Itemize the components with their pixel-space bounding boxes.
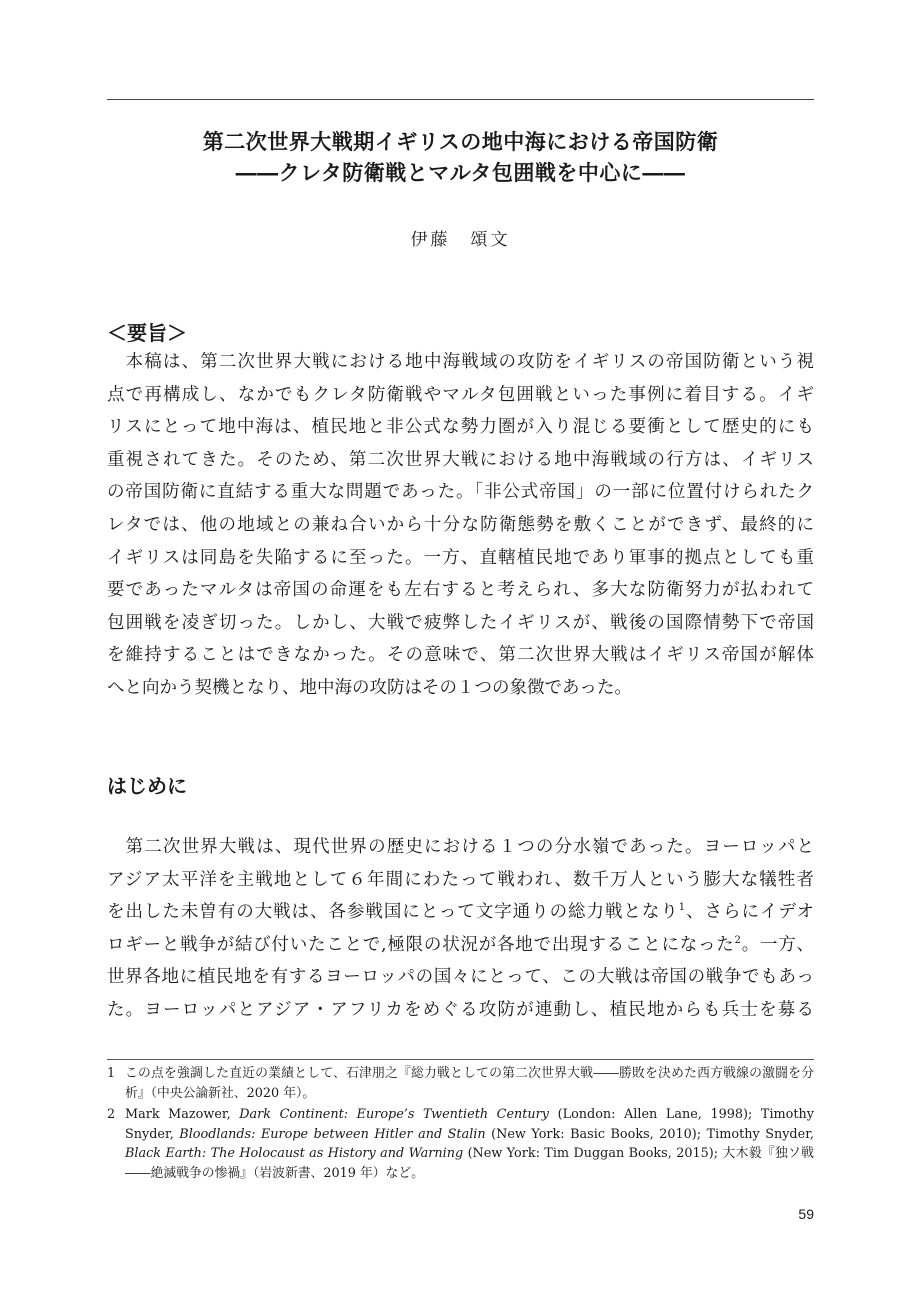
footnote-number: 2 <box>107 1107 116 1122</box>
abstract-heading: ＜要旨＞ <box>107 321 187 345</box>
footnote-rule <box>107 1059 814 1060</box>
body-line: 世界各地に植民地を有するヨーロッパの国々にとって、この大戦は帝国の戦争でもあっ <box>107 967 814 988</box>
citation-book-title: Bloodlands: Europe between Hitler and Stalin <box>179 1126 486 1142</box>
abstract-line: リスにとって地中海は、植民地と非公式な勢力圏が入り混じる要衝として歴史的にも <box>107 417 814 438</box>
section-heading-introduction: はじめに <box>107 774 187 798</box>
abstract-line: 本稿は、第二次世界大戦における地中海戦域の攻防をイギリスの帝国防衛という視 <box>107 352 814 372</box>
footnotes <box>107 1064 814 1185</box>
citation-text: (New York: Tim Duggan Books, 2015); 大木毅『独ソ戦――絶滅戦争の惨禍』（岩波新書、2019 年）など。 <box>125 1146 814 1181</box>
header-rule <box>107 99 814 100</box>
footnote-ref-1[interactable]: 1 <box>678 902 686 914</box>
introduction-body <box>107 831 814 1027</box>
abstract-line: 点で再構成し、なかでもクレタ防衛戦やマルタ包囲戦といった事例に着目する。イギ <box>107 384 814 405</box>
body-line: アジア太平洋を主戦地として６年間にわたって戦われ、数千万人という膨大な犠牲者 <box>107 869 814 890</box>
abstract-line: へと向かう契機となり、地中海の攻防はその１つの象徴であった。 <box>107 677 632 698</box>
abstract-line: の帝国防衛に直結する重大な問題であった。「非公式帝国」の一部に位置付けられたク <box>107 482 814 503</box>
abstract-line: 重視されてきた。そのため、第二次世界大戦における地中海戦域の行方は、イギリス <box>107 449 814 470</box>
citation-book-title: Black Earth: The Holocaust as History and Warning <box>125 1146 464 1161</box>
body-line-segment: 、さらにイデオ <box>685 902 814 923</box>
body-line <box>107 896 814 929</box>
body-line <box>107 929 814 962</box>
footnote-ref-2[interactable]: 2 <box>734 934 741 946</box>
footnote-number: 1 <box>107 1066 116 1081</box>
citation-book-title: Dark Continent: Europe’s Twentieth Century <box>239 1107 549 1122</box>
footnote-1 <box>107 1064 814 1103</box>
abstract-line: 要であったマルタは帝国の命運をも左右すると考えられ、多大な防衛努力が払われて <box>107 580 814 601</box>
citation-text: (London: Allen Lane, 1998); Timothy Snyder, <box>125 1107 814 1142</box>
body-line: 第二次世界大戦は、現代世界の歴史における１つの分水嶺であった。ヨーロッパと <box>107 837 814 857</box>
abstract-line: レタでは、他の地域との兼ね合いから十分な防衛態勢を敷くことができず、最終的に <box>107 514 814 535</box>
body-line-segment: ロギーと戦争が結び付いたことで,極限の状況が各地で出現することになった <box>107 934 735 955</box>
author-name: 伊藤 頌文 <box>410 230 511 250</box>
body-line-segment: を出した未曽有の大戦は、各参戦国にとって文字通りの総力戦となり <box>107 902 679 923</box>
footnote-2 <box>107 1105 814 1183</box>
abstract-line: イギリスは同島を失陥するに至った。一方、直轄植民地であり軍事的拠点としても重 <box>107 547 814 568</box>
title-main: 第二次世界大戦期イギリスの地中海における帝国防衛 <box>202 129 719 154</box>
abstract-line: 包囲戦を凌ぎ切った。しかし、大戦で疲弊したイギリスが、戦後の国際情勢下で帝国 <box>107 612 814 633</box>
title-subtitle: ――クレタ防衛戦とマルタ包囲戦を中心に―― <box>235 160 686 185</box>
abstract-line: を維持することはできなかった。その意味で、第二次世界大戦はイギリス帝国が解体 <box>107 645 814 666</box>
abstract-body <box>107 346 814 705</box>
page-number: 59 <box>798 1206 814 1222</box>
citation-text: (New York: Basic Books, 2010); Timothy Snyder, <box>485 1126 814 1142</box>
citation-text: Mark Mazower, <box>125 1107 240 1122</box>
article-title <box>107 126 814 188</box>
footnote-text <box>125 1105 814 1183</box>
body-line-segment: 。一方、 <box>740 934 815 955</box>
body-line: た。ヨーロッパとアジア・アフリカをめぐる攻防が連動し、植民地からも兵士を募る <box>107 999 814 1020</box>
footnote-text: この点を強調した直近の業績として、石津朋之『総力戦としての第二次世界大戦――勝敗を決めた西方戦線の激闘を分析』（中央公論新社、2020 年）。 <box>125 1066 814 1101</box>
